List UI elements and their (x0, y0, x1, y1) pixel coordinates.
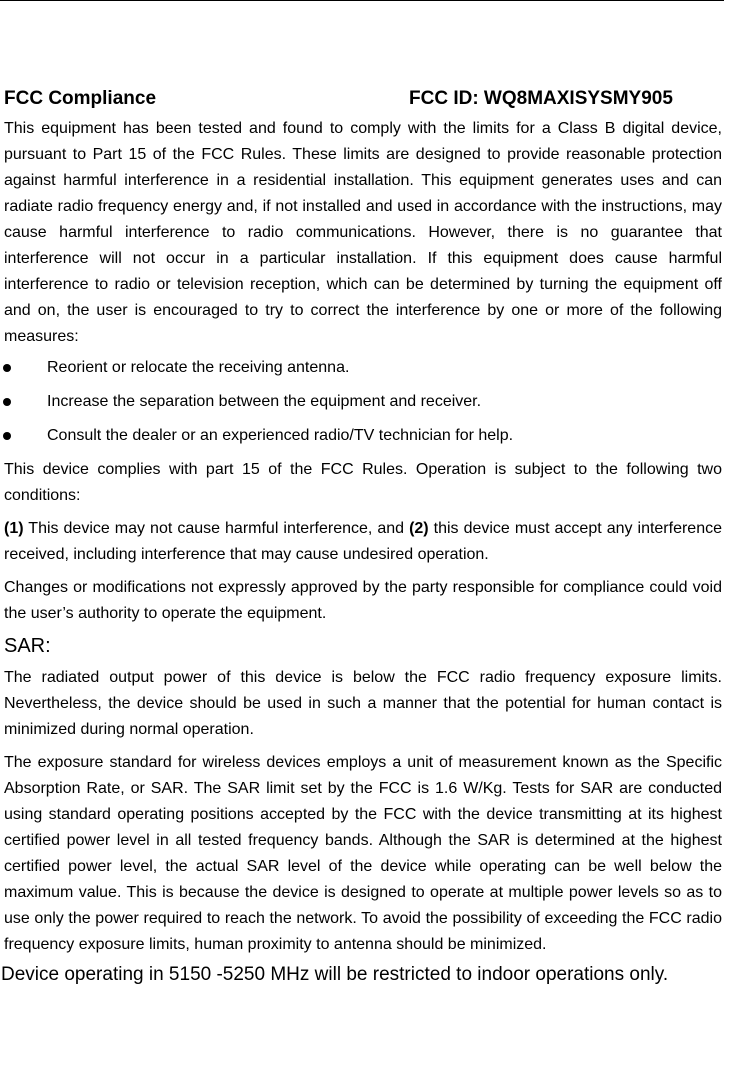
list-item-text: Reorient or relocate the receiving antenna. (47, 359, 350, 376)
bullet-icon (3, 432, 11, 440)
fcc-id: FCC ID: WQ8MAXISYSMY905 (409, 88, 673, 109)
heading-row (4, 86, 722, 116)
list-item (4, 389, 722, 423)
condition2-text: this device must accept any interference received, including interference that may cause undesired operation. (4, 520, 723, 563)
changes-paragraph: Changes or modifications not expressly approved by the party responsible for compliance could void the user’s authority to operate the equipment. (4, 579, 722, 622)
sar-exposure-paragraph: The radiated output power of this device is below the FCC radio frequency exposure limits. Nevertheless, the device should be used in such a manner that the potential for human contact is minimized during normal operation. (4, 669, 722, 738)
list-item (4, 355, 722, 389)
part15-paragraph: This device complies with part 15 of the FCC Rules. Operation is subject to the following two conditions: (4, 461, 722, 504)
document-body (1, 86, 723, 988)
measures-list (4, 355, 722, 457)
list-item-text: Increase the separation between the equipment and receiver. (47, 393, 482, 410)
conditions-paragraph (4, 516, 722, 568)
page-title: FCC Compliance (4, 88, 157, 109)
list-item-text: Consult the dealer or an experienced radio/TV technician for help. (47, 427, 514, 444)
top-rule (0, 0, 724, 1)
indoor-notice: Device operating in 5150 -5250 MHz will be restricted to indoor operations only. (1, 964, 669, 985)
fcc-intro-paragraph: This equipment has been tested and found to comply with the limits for a Class B digital device, pursuant to Part 15 of the FCC Rules. These limits are designed to provide reasonable protection against harmful interference in a residential installation. This equipment generates uses and can radiate radio frequency energy and, if not installed and used in accordance with the instructions, may cause harmful interference to radio communications. However, there is no guarantee that interference will not occur in a particular installation. If this equipment does cause harmful interference to radio or television reception, which can be determined by turning the equipment off and on, the user is encouraged to try to correct the interference by one or more of the following measures: (4, 120, 722, 345)
sar-heading: SAR: (4, 635, 51, 657)
list-item (4, 423, 722, 457)
condition2-label: (2) (409, 520, 429, 537)
condition1-text: This device may not cause harmful interference, and (23, 520, 410, 537)
bullet-icon (3, 398, 11, 406)
bullet-icon (3, 364, 11, 372)
condition1-label: (1) (4, 520, 24, 537)
sar-standard-paragraph: The exposure standard for wireless devices employs a unit of measurement known as the Specific Absorption Rate, or SAR. The SAR limit set by the FCC is 1.6 W/Kg. Tests for SAR are conducted using standard operating positions accepted by the FCC with the device transmitting at its highest certified power level in all tested frequency bands. Although the SAR is determined at the highest certified power level, the actual SAR level of the device while operating can be well below the maximum value. This is because the device is designed to operate at multiple power levels so as to use only the power required to reach the network. To avoid the possibility of exceeding the FCC radio frequency exposure limits, human proximity to antenna should be minimized. (4, 754, 722, 953)
